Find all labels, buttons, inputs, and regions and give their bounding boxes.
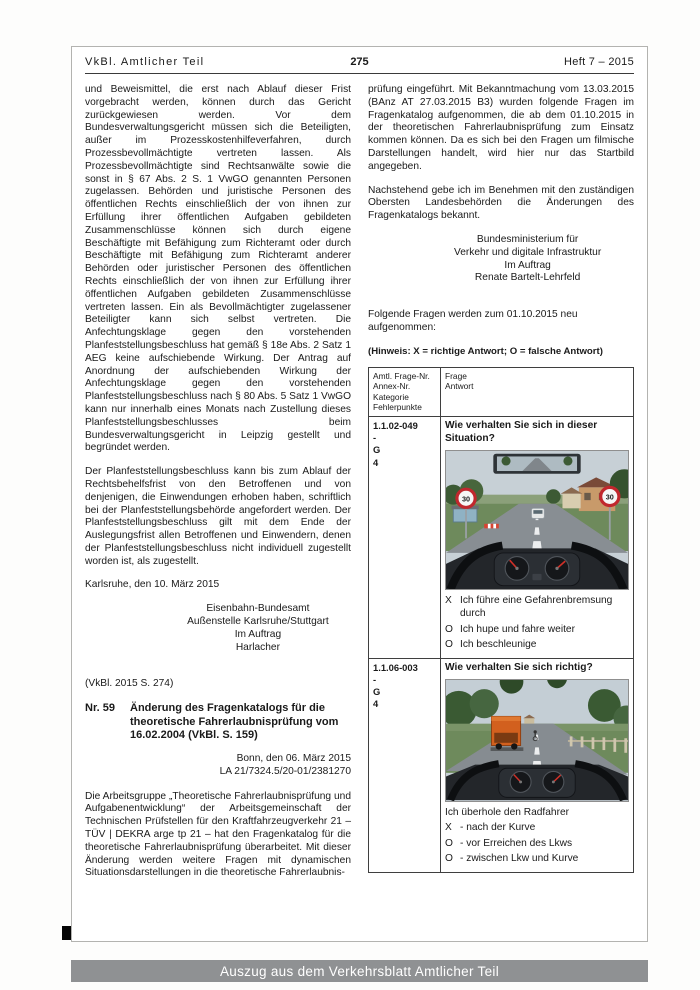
dashboard	[446, 546, 628, 590]
signature-line: Im Auftrag	[234, 628, 282, 640]
left-column	[85, 84, 351, 891]
answer-option	[445, 595, 629, 620]
content-columns	[72, 74, 647, 891]
signature-line: Außenstelle Karlsruhe/Stuttgart	[187, 616, 329, 628]
legal-paragraph-1: und Beweismittel, die erst nach Ablauf dieser Frist vorgebracht werden, können durch das Gericht zurückgewiesen werden. Vor dem Bundesverwaltungsgericht müssen sich die Beteiligten, außer im Prozesskostenhilfeverfahren, durch Prozessbevollmächtigte vertreten lassen. Als Prozessbevollmächtigte sind Rechtsanwälte sowie die sonst in § 67 Abs. 2 S. 1 VwGO genannten Personen zugelassen. Behörden und juristische Personen des öffentlichen Rechts einschließlich der von ihnen zur Erfüllung ihrer öffentlichen Aufgaben gebildeten Zusammenschlüsse können sich durch eigene Beschäftigte mit Befähigung zum Richteramt oder durch Beschäftigte mit Befähigung zum Richteramt anderer Behörden oder juristischer Personen des öffentlichen Rechts einschließlich der von ihnen zur Erfüllung ihrer öffentlichen Aufgaben gebildeten Zusammenschlüsse vertreten lassen. Ein als Bevollmächtigter zugelassener Beteiligter kann sich selbst vertreten. Die Anfechtungsklage gegen den vorstehenden Planfeststellungsbeschluss hat gemäß § 18e Abs. 2 Satz 1 AEG keine aufschiebende Wirkung. Der Antrag auf Anordnung der aufschiebenden Wirkung der Anfechtungsklage gegen den vorstehenden Planfeststellungsbeschluss nach § 80 Abs. 5 Satz 1 VwGO kann nur innerhalb eines Monats nach Zustellung dieses Planfeststellungsbeschlusses beim Bundesverwaltungsgericht in Leipzig gestellt und begründet werden.	[85, 84, 351, 454]
page-number: 275	[350, 56, 369, 68]
gazette-reference: (VkBl. 2015 S. 274)	[85, 678, 174, 690]
ministry-signature-block	[421, 234, 634, 285]
answer-option	[445, 624, 629, 637]
question-id-cell: 1.1.06-003 - G 4	[369, 658, 441, 872]
issue-label: Heft 7 – 2015	[564, 56, 634, 68]
page-frame	[71, 46, 648, 942]
continuation-paragraph: prüfung eingeführt. Mit Bekanntmachung vom 13.03.2015 (BAnz AT 27.03.2015 B3) wurden folgende Fragen im Fragenkatalog aufgenommen, die ab dem 01.10.2015 in der theoretischen Fahrerlaubnisprüfung zum Einsatz kommen können. Da es sich bei den Fragen um filmische Darstellungen handelt, wird hier nur das Startbild angegeben.	[368, 84, 634, 172]
question-row	[369, 658, 634, 872]
answer-option	[445, 838, 629, 851]
question-row	[369, 416, 634, 658]
signature-block	[165, 603, 351, 654]
table-header-row	[369, 367, 634, 416]
question-text: Wie verhalten Sie sich in dieser Situation?	[445, 419, 598, 444]
svg-text:30: 30	[605, 492, 614, 502]
ministry-line: Verkehr und digitale Infrastruktur	[453, 246, 602, 258]
answer-mark: O	[445, 853, 453, 865]
answer-mark: O	[445, 837, 453, 849]
question-text: Wie verhalten Sie sich richtig?	[445, 661, 593, 673]
right-column	[368, 84, 634, 891]
roadwork-barrier	[484, 524, 499, 529]
article-title: Änderung des Fragenkatalogs für die theoretische Fahrerlaubnisprüfung vom 16.02.2004 (VkBl. S. 159)	[130, 702, 339, 742]
page-header	[72, 47, 647, 73]
answer-intro-text: Ich überhole den Radfahrer	[445, 806, 570, 818]
driving-scene-image-1	[445, 450, 629, 590]
announcement-paragraph: Nachstehend gebe ich im Benehmen mit den zuständigen Obersten Landesbehörden die Änderungen des Fragenkatalogs bekannt.	[368, 184, 634, 222]
answer-text: Ich führe eine Gefahrenbremsung durch	[460, 595, 613, 620]
question-content-cell	[441, 416, 634, 658]
answer-text: Ich beschleunige	[460, 639, 537, 651]
answer-key-hint: (Hinweis: X = richtige Antwort; O = falsche Antwort)	[368, 345, 603, 357]
answer-option	[445, 639, 629, 652]
question-table	[368, 367, 634, 873]
dateline-bonn: Bonn, den 06. März 2015	[236, 753, 351, 765]
answer-text: - vor Erreichen des Lkws	[460, 837, 573, 849]
file-reference: LA 21/7324.5/20-01/2381270	[219, 765, 351, 777]
rearview-mirror	[493, 454, 580, 474]
answer-mark: X	[445, 822, 452, 834]
header-cell-id: Amtl. Frage-Nr. Annex-Nr. Kategorie Fehlerpunkte	[369, 367, 441, 416]
answer-text: Ich hupe und fahre weiter	[460, 623, 575, 635]
footer-banner: Auszug aus dem Verkehrsblatt Amtlicher Teil	[71, 960, 648, 982]
dateline-karlsruhe: Karlsruhe, den 10. März 2015	[85, 579, 220, 591]
ministry-line: Im Auftrag	[504, 259, 551, 271]
article-paragraph: Die Arbeitsgruppe „Theoretische Fahrerlaubnisprüfung und Aufgabenentwicklung“ der Arbeitsgemeinschaft der Technischen Prüfstellen für den Kraftfahrzeugverkehr 21 – TÜV | DEKRA arge tp 21 – hat den Fragenkatalog für die theoretische Fahrerlaubnisprüfung überarbeitet. Mit dieser Änderung werden weitere Fragen mit dynamischen Situationsdarstellungen in die theoretische Fahrerlaubnis-	[85, 790, 351, 879]
legal-paragraph-2: Der Planfeststellungsbeschluss kann bis zum Ablauf der Rechtsbehelfsfrist von den Betroffenen und von denjenigen, die Einwendungen erhoben haben, schriftlich bei der Planfeststellungsbehörde angefordert werden. Der Planfeststellungsbeschluss gilt mit dem Ende der Auslegungsfrist allen Betroffenen und Einwendern, denen der Planfeststellungsbeschluss nicht individuell zugestellt worden ist, als zugestellt.	[85, 466, 351, 567]
answer-option	[445, 822, 629, 835]
truck	[491, 717, 524, 752]
signature-line: Harlacher	[235, 641, 280, 653]
answer-mark: O	[445, 623, 453, 635]
header-cell-question: Frage Antwort	[441, 367, 634, 416]
ministry-line: Renate Bartelt-Lehrfeld	[474, 272, 581, 284]
ministry-line: Bundesministerium für	[476, 233, 579, 245]
answer-text: - nach der Kurve	[460, 822, 536, 834]
question-content-cell	[441, 658, 634, 872]
svg-text:30: 30	[461, 494, 471, 504]
car-ahead	[532, 508, 545, 518]
article-number: Nr. 59	[85, 702, 115, 715]
answer-mark: O	[445, 639, 453, 651]
new-questions-intro: Folgende Fragen werden zum 01.10.2015 neu aufgenommen:	[368, 309, 578, 333]
dashboard	[446, 764, 628, 800]
journal-title: VkBl. Amtlicher Teil	[85, 56, 205, 68]
driving-scene-image-2	[445, 679, 629, 801]
question-id-cell: 1.1.02-049 - G 4	[369, 416, 441, 658]
article-dateline-block	[85, 753, 351, 779]
article-heading	[85, 702, 351, 743]
answer-option	[445, 853, 629, 866]
answer-text: - zwischen Lkw und Kurve	[460, 853, 579, 865]
signature-line: Eisenbahn-Bundesamt	[206, 603, 310, 615]
answer-mark: X	[445, 595, 452, 607]
